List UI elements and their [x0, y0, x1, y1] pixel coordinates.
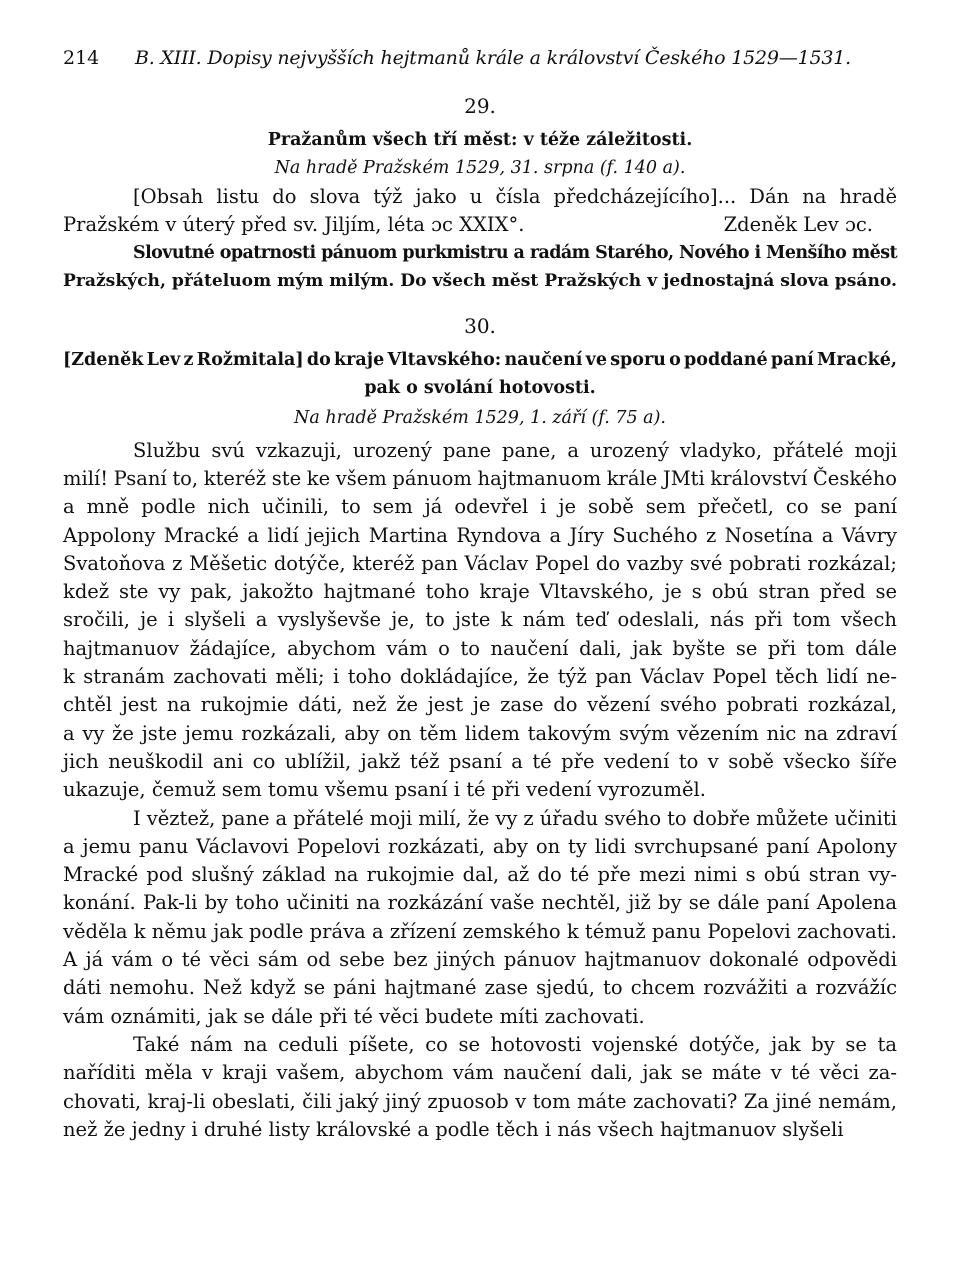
- body-line: a jemu panu Václavovi Popelovi rozkázati, aby on ty lidi svrchupsané paní Apolony: [63, 834, 897, 858]
- letter-30-summary-line: [Zdeněk Lev z Rožmitala] do kraje Vltavského: naučení ve sporu o poddané paní Mracké,: [63, 349, 897, 370]
- body-line: a vy že jste jemu rozkázali, aby on těm lidem takovým svým vězením nic na zdraví: [63, 721, 897, 745]
- body-line: Také nám na ceduli píšete, co se hotovosti vojenské dotýče, jak by se ta: [133, 1032, 897, 1056]
- letter-29-place-date: Na hradě Pražském 1529, 31. srpna (f. 140 a).: [274, 158, 686, 179]
- body-line: vám oznámiti, jak se dále při té věci budete míti zachovati.: [63, 1004, 645, 1028]
- body-line: hajtmanuov žádajíce, abychom vám o to naučení dali, jak byšte se při tom dále: [63, 636, 897, 660]
- letter-30-body: [63, 437, 897, 1144]
- letter-29-content-line: Pražském v úterý před sv. Jiljím, léta ɔc XXIX°.: [63, 212, 525, 236]
- body-line: věděla k němu jak podle práva a zřízení zemského k témuž panu Popelovi zachovati.: [63, 919, 897, 943]
- letter-30-summary-line: pak o svolání hotovosti.: [364, 378, 596, 399]
- body-line: naříditi měla v kraji vašem, abychom vám naučení dali, jak se máte v té věci za-: [63, 1061, 897, 1085]
- body-line: Službu svú vzkazuji, urozený pane pane, a urozený vladyko, přátelé moji: [133, 438, 897, 462]
- letter-29-content-line: [Obsah listu do slova týž jako u čísla předcházejícího]... Dán na hradě: [133, 184, 897, 208]
- letter-29-sign-line: [63, 211, 897, 239]
- letter-29-number: 29.: [464, 94, 496, 118]
- letter-30-number: 30.: [464, 313, 496, 338]
- body-line: A já vám o té věci sám od sebe bez jiných pánuov hajtmanuov dokonalé odpovědi: [63, 948, 897, 972]
- letter-29-superscription-line: Pražských, přáteluom mým milým. Do všech měst Pražských v jednostajná slova psáno.: [63, 271, 897, 292]
- letter-29-superscription-line: Slovutné opatrnosti pánuom purkmistru a radám Starého, Nového i Menšího měst: [133, 243, 897, 264]
- body-line: chtěl jest na rukojmie dáti, než že jest je zase do vězení svého pobrati rozkázal,: [63, 693, 897, 717]
- body-line: ukazuje, čemuž sem tomu všemu psaní i té při vedení vyrozuměl.: [63, 778, 706, 802]
- body-line: dáti nemohu. Než když se páni hajtmané zase sjedú, to chcem rozvážiti a rozvážíc: [63, 976, 897, 1000]
- body-line: Mracké pod slušný základ na rukojmie dal, až do té pře mezi nimi s obú stran vy-: [63, 863, 897, 887]
- body-line: I věztež, pane a přátelé moji milí, že vy z úřadu svého to dobře můžete učiniti: [133, 806, 897, 830]
- body-line: a mně podle nich učinili, to sem já odevřel i je sobě sem přečetl, co se paní: [63, 495, 897, 519]
- letter-29-address: Pražanům všech tří měst: v téže záležitosti.: [267, 130, 693, 150]
- body-line: konání. Pak-li by toho učiniti na rozkázání vaše nechtěl, již by se dále paní Apolena: [63, 891, 897, 915]
- body-line: sročili, je i slyšeli a vyslyševše je, to jste k nám teď odeslali, nás při tom všech: [63, 608, 897, 632]
- running-title: B. XIII. Dopisy nejvyšších hejtmanů krále a království Českého 1529—1531.: [135, 47, 852, 69]
- body-line: chovati, kraj-li obeslati, čili jaký jiný zpuosob v tom máte zachovati? Za jiné nemám,: [63, 1089, 897, 1113]
- body-line: než že jedny i druhé listy královské a podle těch i nás všech hajtmanuov slyšeli: [63, 1117, 844, 1141]
- page-number: 214: [63, 47, 100, 69]
- letter-29-signature: Zdeněk Lev ɔc.: [723, 212, 873, 236]
- body-line: Svatoňova z Měšetic dotýče, kteréž pan Václav Popel do vazby své pobrati rozkázal;: [63, 551, 897, 575]
- running-head: [63, 44, 897, 78]
- letter-30-place-date: Na hradě Pražském 1529, 1. září (f. 75 a).: [294, 408, 666, 429]
- body-line: k stranám zachovati měli; i toho dokládajíce, že týž pan Václav Popel těch lidí ne-: [63, 665, 897, 689]
- body-line: Appolony Mracké a lidí jejich Martina Ryndova a Jíry Suchého z Nosetína a Vávry: [63, 523, 897, 547]
- body-line: jich neuškodil ani co ublížil, jakž též psaní a té pře vedení to v sobě všecko šíře: [63, 749, 897, 773]
- body-line: milí! Psaní to, kteréž ste ke všem pánuom hajtmanuom krále JMti království Českého: [63, 466, 897, 490]
- body-line: kdež ste vy pak, jakožto hajtmané toho kraje Vltavského, je s obú stran před se: [63, 580, 897, 604]
